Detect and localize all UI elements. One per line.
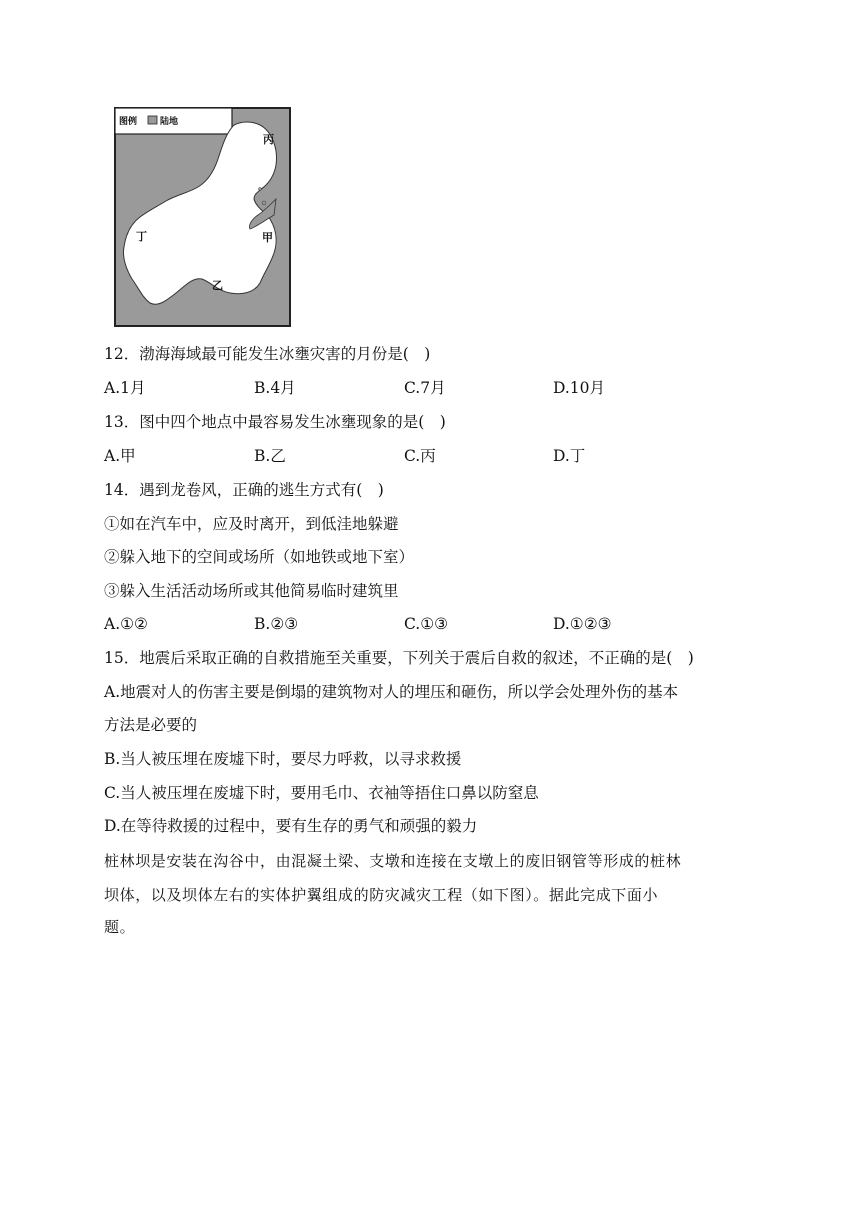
passage-line-1: 桩林坝是安装在沟谷中，由混凝土梁、支墩和连接在支墩上的废旧钢管等形成的桩林 bbox=[104, 852, 682, 870]
option-d: D.10月 bbox=[553, 379, 606, 397]
option-c: C.丙 bbox=[404, 447, 436, 465]
question-14-item-3: ③躲入生活活动场所或其他简易临时建筑里 bbox=[104, 582, 399, 600]
option-b: B.乙 bbox=[254, 447, 286, 465]
option-c: C.①③ bbox=[404, 615, 449, 633]
label-yi: 乙 bbox=[212, 279, 223, 292]
question-14-stem: 14．遇到龙卷风，正确的逃生方式有( ) bbox=[104, 481, 384, 499]
question-14-options bbox=[104, 613, 724, 635]
option-b: B.4月 bbox=[254, 379, 296, 397]
bohai-sea-map bbox=[114, 107, 291, 327]
label-jia: 甲 bbox=[262, 231, 273, 244]
label-ding: 丁 bbox=[136, 230, 147, 243]
question-14-item-1: ①如在汽车中，应及时离开，到低洼地躲避 bbox=[104, 515, 399, 533]
legend-title: 图例 bbox=[119, 117, 138, 127]
question-15-choice-d: D.在等待救援的过程中，要有生存的勇气和顽强的毅力 bbox=[104, 817, 478, 835]
question-13-stem: 13．图中四个地点中最容易发生冰壅现象的是( ) bbox=[104, 413, 446, 431]
question-15-choice-c: C.当人被压埋在废墟下时，要用毛巾、衣袖等捂住口鼻以防窒息 bbox=[104, 784, 539, 802]
option-a: A.甲 bbox=[104, 447, 136, 465]
option-b: B.②③ bbox=[254, 615, 299, 633]
option-c: C.7月 bbox=[404, 379, 446, 397]
legend-land-swatch bbox=[148, 116, 157, 124]
option-d: D.①②③ bbox=[553, 615, 612, 633]
question-15-choice-a-cont: 方法是必要的 bbox=[104, 716, 198, 734]
option-a: A.①② bbox=[104, 615, 148, 633]
question-14-item-2: ②躲入地下的空间或场所（如地铁或地下室） bbox=[104, 548, 415, 566]
legend-land-label: 陆地 bbox=[160, 117, 179, 127]
option-a: A.1月 bbox=[104, 379, 146, 397]
question-15-choice-a: A.地震对人的伤害主要是倒塌的建筑物对人的埋压和砸伤，所以学会处理外伤的基本 bbox=[104, 683, 679, 701]
passage-line-3: 题。 bbox=[104, 918, 136, 936]
passage-line-2: 坝体，以及坝体左右的实体护翼组成的防灾减灾工程（如下图）。据此完成下面小 bbox=[104, 886, 659, 904]
option-d: D.丁 bbox=[553, 447, 586, 465]
question-12-options bbox=[104, 377, 724, 399]
question-13-options bbox=[104, 445, 724, 467]
question-15-stem: 15．地震后采取正确的自救措施至关重要，下列关于震后自救的叙述，不正确的是( ) bbox=[104, 649, 694, 667]
question-15-choice-b: B.当人被压埋在废墟下时，要尽力呼救，以寻求救援 bbox=[104, 750, 462, 768]
question-12-stem: 12．渤海海域最可能发生冰壅灾害的月份是( ) bbox=[104, 345, 431, 363]
label-bing: 丙 bbox=[263, 133, 274, 146]
